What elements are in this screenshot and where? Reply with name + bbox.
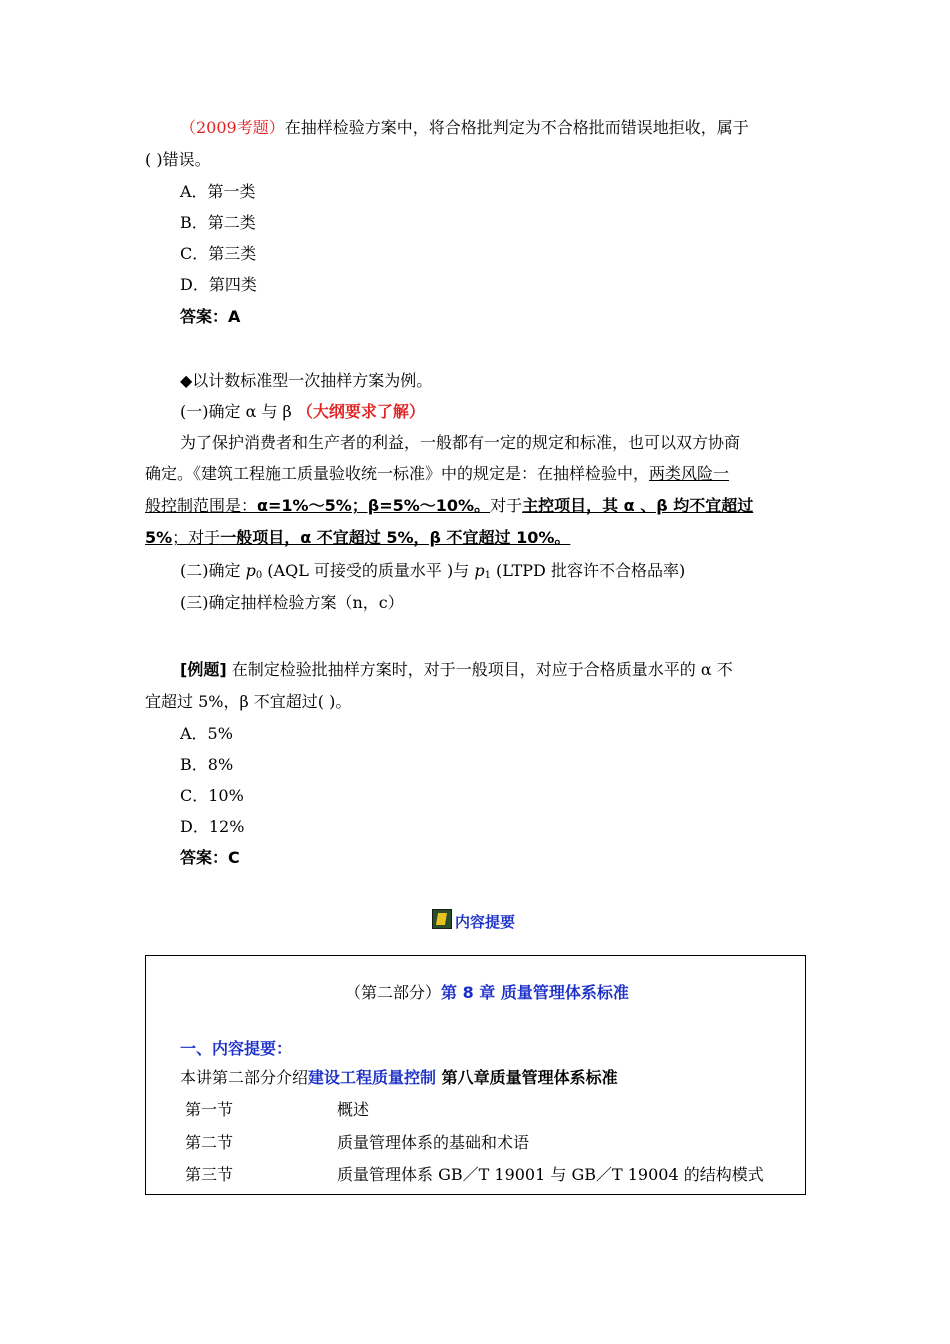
summary-intro [180, 1067, 618, 1089]
q2-tag: [例题] [180, 660, 227, 679]
step2-p1: p [474, 561, 485, 580]
q2-option-d: D．12% [180, 817, 245, 836]
step2-p0: p [245, 561, 256, 580]
q1-option-d: D．第四类 [180, 275, 257, 294]
para-line2-a: 确定。《建筑工程施工质量验收统一标准》中的规定是：在抽样检验中， [145, 464, 650, 483]
para-line3-b: α=1%～5%；β=5%～10%。 [257, 496, 491, 515]
step2-p0-sub: 0 [255, 570, 263, 581]
q2-answer: 答案：C [180, 848, 240, 867]
summary-row-3-title: 质量管理体系 GB／T 19001 与 GB／T 19004 的结构模式 [337, 1165, 764, 1184]
step2-p1-sub: 1 [484, 570, 491, 581]
q1-option-a: A．第一类 [180, 182, 256, 201]
summary-section-title: 一、内容提要： [180, 1039, 293, 1058]
q2-option-c: C．10% [180, 786, 244, 805]
step2-b: (AQL 可接受的质量水平 )与 [262, 561, 475, 580]
q1-stem-line1 [180, 117, 749, 139]
summary-intro-b: 建设工程质量控制 [308, 1068, 437, 1087]
summary-row-1-section: 第一节 [185, 1100, 234, 1119]
q2-option-b: B．8% [180, 755, 234, 774]
q1-year-tag: （2009考题） [180, 118, 285, 137]
step2-a: (二)确定 [180, 561, 246, 580]
para-line2 [145, 463, 729, 485]
step2-line [180, 560, 685, 587]
q2-stem-line1 [180, 659, 733, 681]
summary-intro-c: 第八章质量管理体系标准 [436, 1068, 618, 1087]
para-line3-d: 主控项目，其 α 、β 均不宜超过 [522, 496, 754, 515]
para-line2-b: 两类风险一 [649, 464, 730, 483]
summary-row-2-section: 第二节 [185, 1133, 234, 1152]
para-line4-b: ；对于 [172, 528, 221, 547]
summary-title: 内容提要 [455, 913, 516, 931]
step1-prefix: (一)确定 α 与 β [180, 402, 297, 421]
summary-row-2-title: 质量管理体系的基础和术语 [337, 1133, 530, 1152]
step3-line: (三)确定抽样检验方案（n，c） [180, 593, 404, 612]
summary-icon [432, 909, 452, 929]
summary-heading [345, 982, 629, 1004]
q1-option-b: B．第二类 [180, 213, 256, 232]
step1-note: （大纲要求了解） [296, 402, 425, 421]
summary-heading-chapter: 第 8 章 质量管理体系标准 [441, 983, 629, 1002]
step1-line [180, 401, 425, 423]
q2-option-a: A．5% [180, 724, 233, 743]
para-line3 [145, 495, 753, 517]
summary-row-1-title: 概述 [337, 1100, 370, 1119]
para-line1: 为了保护消费者和生产者的利益，一般都有一定的规定和标准，也可以双方协商 [180, 433, 741, 452]
q1-stem-text: 在抽样检验方案中，将合格批判定为不合格批而错误地拒收，属于 [284, 118, 749, 137]
para-line3-a: 般控制范围是： [145, 496, 258, 515]
q2-stem-text: 在制定检验批抽样方案时，对于一般项目，对应于合格质量水平的 α 不 [226, 660, 733, 679]
section-intro: ◆以计数标准型一次抽样方案为例。 [180, 371, 433, 390]
summary-row-3-section: 第三节 [185, 1165, 234, 1184]
summary-heading-prefix: （第二部分） [345, 983, 442, 1002]
q2-stem-line2: 宜超过 5%，β 不宜超过( )。 [145, 692, 352, 711]
q1-answer: 答案：A [180, 307, 241, 326]
para-line4-c: 一般项目，α 不宜超过 5%，β 不宜超过 10%。 [220, 528, 571, 547]
para-line4 [145, 527, 570, 549]
q1-stem-line2: ( )错误。 [145, 150, 211, 169]
summary-intro-a: 本讲第二部分介绍 [180, 1068, 309, 1087]
para-line4-a: 5% [145, 528, 173, 547]
q1-option-c: C．第三类 [180, 244, 257, 263]
para-line3-c: 对于 [490, 496, 523, 515]
step2-c: (LTPD 批容许不合格品率) [490, 561, 686, 580]
